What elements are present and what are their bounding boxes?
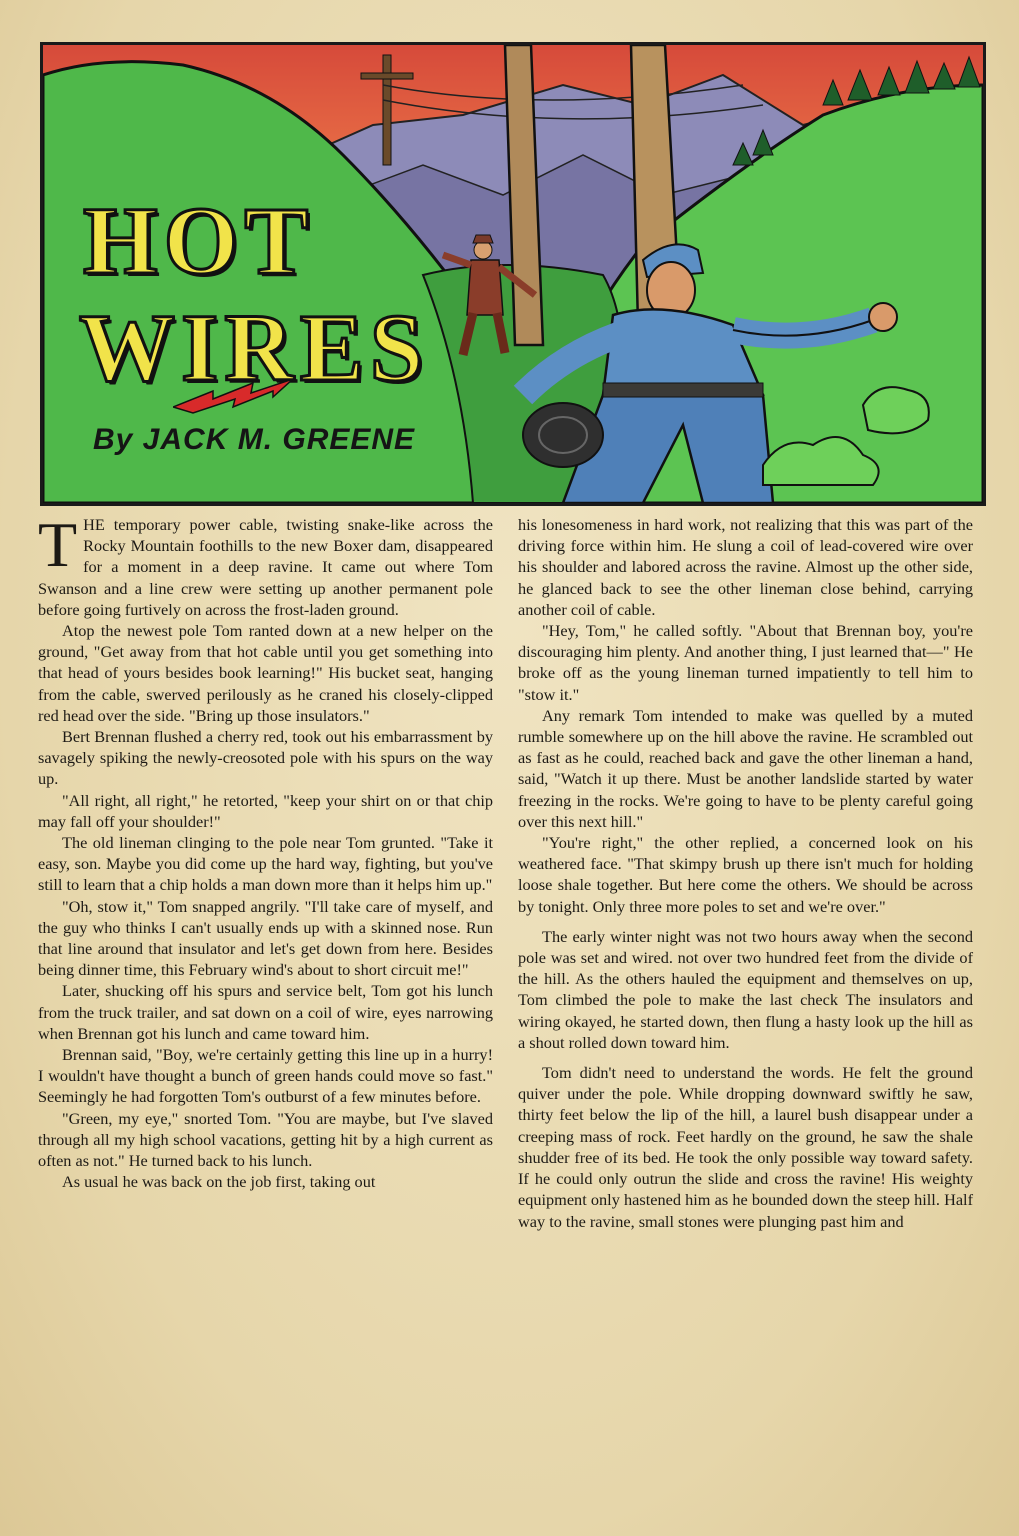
paragraph: Atop the newest pole Tom ranted down at a new helper on the ground, "Get away from that hot cable until you get something into that head of yours besides book learning!" His bucket seat, hanging from the cable, swerved perilously as he craned his closely-clipped red head over the side. "Bring up those insulators." (38, 621, 493, 725)
paragraph: As usual he was back on the job first, taking out (62, 1172, 376, 1192)
lightning-bolt-icon (173, 377, 313, 417)
drop-cap: T (38, 509, 78, 580)
paragraph: The early winter night was not two hours away when the second pole was set and wired. not over two hundred feet from the divide of the hill. As the others hauled the equipment and themselves on up, Tom climbed the pole to make the last check The insulators and wiring okayed, he started down, then flung a hasty look up the hill as a shout rolled down toward him. (518, 926, 973, 1052)
title-illustration (40, 42, 986, 506)
paragraph: The old lineman clinging to the pole near Tom grunted. "Take it easy, son. Maybe you did come up the hard way, fighting, but you've still to learn that a chip holds a man down more than it helps him up." (38, 833, 493, 895)
right-column (518, 514, 973, 1232)
paragraph: his lonesomeness in hard work, not realizing that this was part of the driving force within him. He slung a coil of lead-covered wire over his shoulder and labored across the ravine. Almost up the other side, he glanced back to see the other lineman close behind, carrying another coil of cable. (518, 515, 973, 619)
paragraph: THE temporary power cable, twisting snake-like across the Rocky Mountain foothills to the new Boxer dam, disappeared for a moment in a deep ravine. It came out where Tom Swanson and a line crew were setting up another permanent pole before going furtively on across the frost-laden ground. (38, 509, 493, 619)
paragraph: "You're right," the other replied, a concerned look on his weathered face. "That skimpy brush up there isn't much for holding loose shale together. But here come the others. We should be across by tonight. Only three more poles to set and we're over." (518, 833, 973, 916)
paragraph: "Oh, stow it," Tom snapped angrily. "I'll take care of myself, and the guy who thinks I can't usually ends up with a skinned nose. Run that line around that insulator and let's get down from here. Besides being dinner time, this February wind's about to short circuit me!" (38, 896, 493, 980)
paragraph: Bert Brennan flushed a cherry red, took out his embarrassment by savagely spiking the newly-creosoted pole with his spurs on the way up. (38, 727, 493, 789)
left-column (38, 509, 493, 1193)
paragraph: Any remark Tom intended to make was quelled by a muted rumble somewhere up on the hill above the ravine. He scrambled out as fast as he could, reached back and gave the other lineman a hand, said, "Watch it up there. Must be another landslide started by water freezing in the rocks. We're going to have to be plenty careful going over this next hill." (518, 705, 973, 831)
byline: By JACK M. GREENE (93, 423, 416, 456)
paragraph: "Green, my eye," snorted Tom. "You are maybe, but I've slaved through all my high school vacations, getting hit by a high current as often as not." He turned back to his lunch. (38, 1108, 493, 1171)
paragraph: Tom didn't need to understand the words. He felt the ground quiver under the pole. While dropping downward swiftly he saw, thirty feet below the lip of the hill, a laurel bush disappear under a creeping mass of rock. Feet hardly on the ground, he saw the shale shudder free of its bed. He took the only possible way toward safety. If he could only outrun the slide and cross the ravine! His weighty equipment only hastened him as he bounded down the steep hill. Half way to the ravine, small stones were plunging past him and (518, 1063, 973, 1231)
title-line-2: WIRES (79, 294, 430, 401)
paragraph: "Hey, Tom," he called softly. "About that Brennan boy, you're discouraging him plenty. And another thing, I just learned that—" He broke off as the young lineman turned impatiently to tell him to "stow it." (518, 621, 973, 704)
paragraph: Brennan said, "Boy, we're certainly getting this line up in a hurry! I wouldn't have thought a bunch of green hands could move so fast." Seemingly he had forgotten Tom's outburst of a few minutes before. (38, 1045, 493, 1107)
title-line-1: HOT (83, 187, 315, 294)
paragraph: Later, shucking off his spurs and service belt, Tom got his lunch from the truck trailer, and sat down on a coil of wire, eyes narrowing when Brennan got his lunch and came toward him. (38, 981, 493, 1043)
paragraph: "All right, all right," he retorted, "keep your shirt on or that chip may fall off your shoulder!" (38, 790, 493, 831)
